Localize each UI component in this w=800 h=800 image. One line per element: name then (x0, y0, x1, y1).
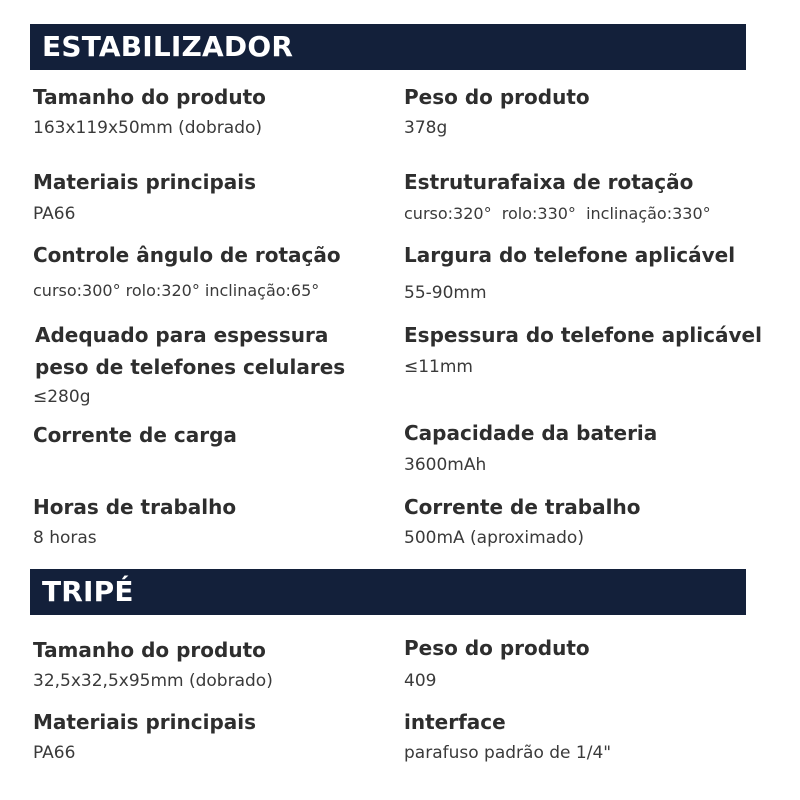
spec-label-adequado-line1: Adequado para espessura (35, 323, 329, 347)
tripe-spec-label-materiais: Materiais principais (33, 710, 257, 734)
spec-label-espessura: Espessura do telefone aplicável (404, 323, 762, 347)
spec-value-estrutura: curso:320° rolo:330° inclinação:330° (404, 204, 711, 223)
tripe-spec-value-materiais: PA66 (33, 743, 76, 763)
spec-label-horas: Horas de trabalho (33, 495, 237, 519)
spec-label-adequado-line2: peso de telefones celulares (35, 355, 346, 379)
spec-value-tamanho: 163x119x50mm (dobrado) (33, 118, 263, 138)
spec-value-capacidade: 3600mAh (404, 455, 487, 475)
spec-label-estrutura: Estruturafaixa de rotação (404, 170, 694, 194)
spec-label-largura: Largura do telefone aplicável (404, 243, 736, 267)
tripe-spec-value-interface: parafuso padrão de 1/4" (404, 743, 612, 763)
spec-value-materiais: PA66 (33, 204, 76, 224)
section-header-tripe: TRIPÉ (30, 569, 746, 615)
spec-value-espessura: ≤11mm (404, 357, 473, 377)
spec-value-controle: curso:300° rolo:320° inclinação:65° (33, 281, 320, 300)
spec-label-tamanho: Tamanho do produto (33, 85, 266, 109)
spec-value-corrente-trabalho: 500mA (aproximado) (404, 528, 584, 548)
tripe-spec-value-peso: 409 (404, 671, 437, 691)
section-header-estabilizador: ESTABILIZADOR (30, 24, 746, 70)
spec-label-capacidade: Capacidade da bateria (404, 421, 658, 445)
tripe-spec-label-peso: Peso do produto (404, 636, 590, 660)
spec-label-controle: Controle ângulo de rotação (33, 243, 341, 267)
tripe-spec-label-interface: interface (404, 710, 506, 734)
spec-label-corrente-carga: Corrente de carga (33, 423, 237, 447)
spec-value-adequado: ≤280g (33, 387, 91, 407)
spec-label-peso: Peso do produto (404, 85, 590, 109)
tripe-spec-value-tamanho: 32,5x32,5x95mm (dobrado) (33, 671, 273, 691)
spec-value-peso: 378g (404, 118, 448, 138)
spec-value-largura: 55-90mm (404, 283, 487, 303)
tripe-spec-label-tamanho: Tamanho do produto (33, 638, 266, 662)
spec-label-materiais: Materiais principais (33, 170, 257, 194)
spec-value-horas: 8 horas (33, 528, 97, 548)
spec-label-corrente-trabalho: Corrente de trabalho (404, 495, 641, 519)
